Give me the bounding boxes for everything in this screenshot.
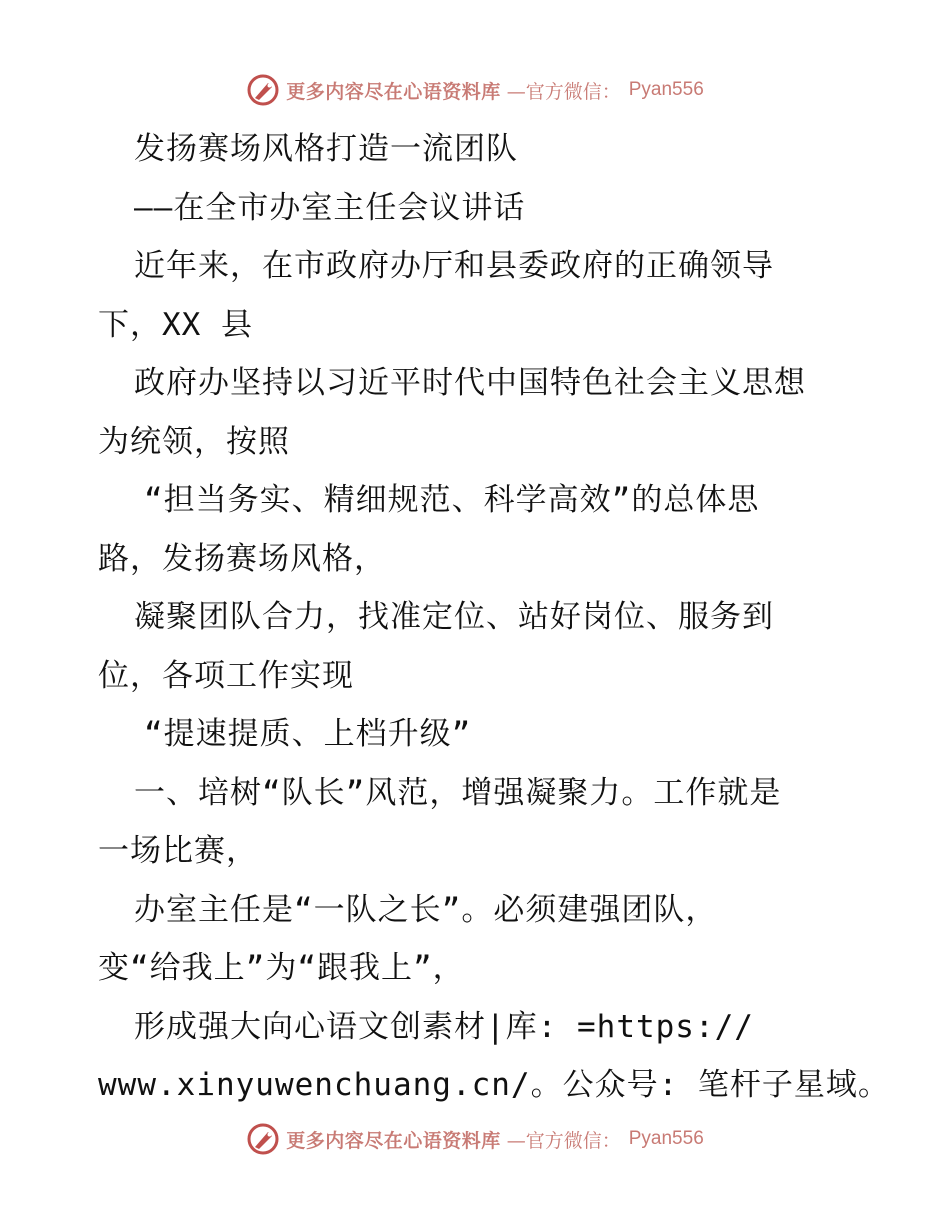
paragraph-line: 办室主任是“一队之长”。必须建强团队， <box>134 891 718 928</box>
header-watermark <box>0 70 950 110</box>
paragraph-line: 变“给我上”为“跟我上”， <box>98 950 465 986</box>
document-title: 发扬赛场风格打造一流团队 <box>134 131 518 167</box>
paragraph-line: 路，发扬赛场风格， <box>98 540 386 577</box>
paragraph-line: 政府办坚持以习近平时代中国特色社会主义思想 <box>134 365 806 401</box>
watermark-brand: 更多内容尽在心语资料库 <box>286 1129 501 1152</box>
paragraph-line: www.xinyuwenchuang.cn/。公众号: 笔杆子星域。 <box>98 1067 890 1103</box>
footer-watermark <box>0 1119 950 1159</box>
document-body <box>98 120 890 1115</box>
pen-nib-logo-icon <box>246 73 280 107</box>
section-heading-line: 一、培树“队长”风范，增强凝聚力。工作就是 <box>134 774 782 811</box>
paragraph-line: 为统领，按照 <box>98 423 290 460</box>
document-subtitle: ——在全市办室主任会议讲话 <box>134 189 526 226</box>
paragraph-line: 形成强大向心语文创素材|库: =https:// <box>134 1008 754 1045</box>
paragraph-line: 凝聚团队合力，找准定位、站好岗位、服务到 <box>134 599 774 635</box>
watermark-brand: 更多内容尽在心语资料库 <box>286 80 501 103</box>
paragraph-line: 近年来，在市政府办厅和县委政府的正确领导 <box>134 248 774 284</box>
watermark-wechat-id: Pyan556 <box>628 1128 704 1149</box>
paragraph-line: 一场比赛， <box>98 833 258 869</box>
pen-nib-logo-icon <box>246 1122 280 1156</box>
paragraph-line: “提速提质、上档升级” <box>144 716 472 752</box>
paragraph-line: “担当务实、精细规范、科学高效”的总体思 <box>144 482 760 518</box>
watermark-contact: —官方微信： <box>506 1129 621 1152</box>
watermark-wechat-id: Pyan556 <box>628 79 704 100</box>
paragraph-line: 下，XX 县 <box>98 306 253 343</box>
paragraph-line: 位，各项工作实现 <box>98 657 354 694</box>
watermark-contact: —官方微信： <box>506 80 621 103</box>
